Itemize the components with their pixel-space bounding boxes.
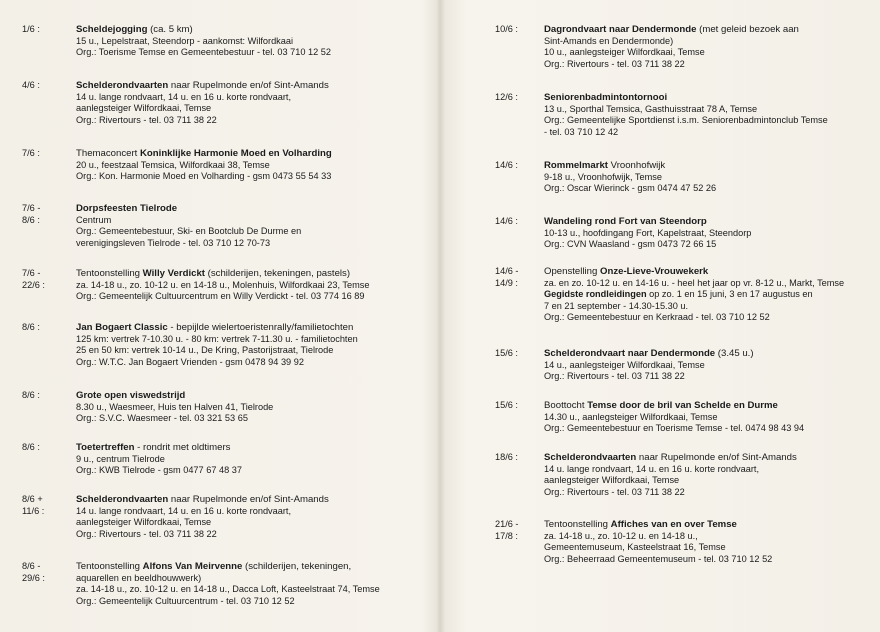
event-title xyxy=(76,80,329,92)
event-detail-line: 10 u., aanlegsteiger Wilfordkaai, Temse xyxy=(544,47,705,58)
event-body xyxy=(544,452,797,498)
event-title-text: Tentoonstelling xyxy=(544,519,611,530)
event-body xyxy=(76,494,329,540)
event-date xyxy=(22,390,74,402)
event-title-bold: Seniorenbadmintontornooi xyxy=(544,92,668,103)
event-body xyxy=(76,268,369,303)
event-title xyxy=(544,519,772,531)
event-date xyxy=(495,519,547,542)
event-date-line: 12/6 : xyxy=(495,92,518,102)
event-detail-line: Org.: Rivertours - tel. 03 711 38 22 xyxy=(544,371,685,382)
event-title xyxy=(76,390,273,402)
event-detail-line: - tel. 03 710 12 42 xyxy=(544,126,619,137)
event-title xyxy=(76,148,332,160)
event-date-line: 22/6 : xyxy=(22,279,45,290)
event-title xyxy=(76,494,329,506)
event-date xyxy=(495,452,547,464)
event-title-bold: Schelderondvaarten xyxy=(76,494,169,505)
event-date-line: 14/6 - xyxy=(495,266,519,276)
event-title-text: (3.45 u.) xyxy=(715,348,754,359)
event-detail-line: 7 en 21 september - 14.30-15.30 u. xyxy=(544,300,689,311)
event-date xyxy=(22,494,74,517)
event-detail-line: 14.30 u., aanlegsteiger Wilfordkaai, Temse xyxy=(544,411,718,422)
event-date xyxy=(495,400,547,412)
event-date xyxy=(22,148,74,160)
event-title-bold: Temse door de bril van Schelde en Durme xyxy=(587,400,778,411)
event-detail-line: Org.: Gemeentebestuur en Kerkraad - tel. 03 710 12 52 xyxy=(544,312,770,323)
event-title-bold: Schelderondvaart naar Dendermonde xyxy=(544,348,716,359)
event-detail-line: za. 14-18 u., zo. 10-12 u. en 14-18 u., Dacca Loft, Kasteelstraat 74, Temse xyxy=(76,584,380,595)
event-detail-line: 125 km: vertrek 7-10.30 u. - 80 km: vertrek 7-11.30 u. - familietochten xyxy=(76,333,358,344)
event-title xyxy=(76,561,380,573)
event-title xyxy=(76,442,242,454)
event-title-bold: Willy Verdickt xyxy=(142,268,205,279)
event-date-line: 15/6 : xyxy=(495,400,518,410)
event-date-line: 18/6 : xyxy=(495,452,518,462)
event-title-text: - rondrit met oldtimers xyxy=(134,442,231,453)
event-date-line: 21/6 - xyxy=(495,519,519,529)
event-title-bold: Koninklijke Harmonie Moed en Volharding xyxy=(140,148,332,159)
event-title-text: Openstelling xyxy=(544,266,600,277)
event-body xyxy=(76,203,301,249)
event-body xyxy=(544,400,804,435)
event-detail-line: Org.: Rivertours - tel. 03 711 38 22 xyxy=(544,486,685,497)
event-title-text: naar Rupelmonde en/of Sint-Amands xyxy=(636,452,797,463)
event-date-line: 17/8 : xyxy=(495,530,518,541)
event-detail-line: Gemeentemuseum, Kasteelstraat 16, Temse xyxy=(544,542,726,553)
event-detail-line: aanlegsteiger Wilfordkaai, Temse xyxy=(544,475,680,486)
event-title-text: Boottocht xyxy=(544,400,588,411)
event-date-line: 15/6 : xyxy=(495,348,518,358)
event-detail-line: Centrum xyxy=(76,214,112,225)
event-body xyxy=(76,442,242,477)
event-title-text: (met geleid bezoek aan xyxy=(696,24,799,35)
event-title-text: (ca. 5 km) xyxy=(147,24,193,35)
event-title xyxy=(76,268,369,280)
event-detail-line: verenigingsleven Tielrode - tel. 03 710 12 70-73 xyxy=(76,237,271,248)
event-title-bold: Affiches van en over Temse xyxy=(610,519,737,530)
event-date xyxy=(495,266,547,289)
event-body xyxy=(76,322,358,368)
event-detail-line: Org.: Gemeentebestuur, Ski- en Bootclub De Durme en xyxy=(76,226,302,237)
event-title-bold: Alfons Van Meirvenne xyxy=(142,561,243,572)
event-body xyxy=(544,266,844,324)
event-date-line: 11/6 : xyxy=(22,505,45,516)
event-date-line: 14/9 : xyxy=(495,277,518,288)
event-detail-line: 14 u. lange rondvaart, 14 u. en 16 u. korte rondvaart, xyxy=(76,505,292,516)
event-detail-line: Sint-Amands en Dendermonde) xyxy=(544,35,674,46)
event-title xyxy=(544,216,751,228)
event-body xyxy=(544,348,754,383)
event-title-text: - bepijlde wielertoeristenrally/familietochten xyxy=(167,322,354,333)
event-body xyxy=(76,80,329,126)
event-detail-line: aanlegsteiger Wilfordkaai, Temse xyxy=(76,517,212,528)
event-title xyxy=(76,322,358,334)
event-date xyxy=(22,268,74,291)
event-title-bold: Toetertreffen xyxy=(76,442,135,453)
event-body xyxy=(76,24,331,59)
event-title-bold: Rommelmarkt xyxy=(544,160,608,171)
event-body xyxy=(76,561,380,607)
detail-bold-prefix: Gegidste rondleidingen xyxy=(544,289,647,300)
event-title-text: (schilderijen, tekeningen, pastels) xyxy=(204,268,351,279)
event-body xyxy=(544,160,716,195)
event-date-line: 8/6 + xyxy=(22,494,43,504)
event-body xyxy=(76,148,332,183)
event-title-text: naar Rupelmonde en/of Sint-Amands xyxy=(168,494,329,505)
event-date xyxy=(495,92,547,104)
event-detail-line: 14 u. lange rondvaart, 14 u. en 16 u. korte rondvaart, xyxy=(544,463,760,474)
event-detail-line: 25 en 50 km: vertrek 10-14 u., De Kring, Pastorijstraat, Tielrode xyxy=(76,345,334,356)
right-page xyxy=(445,0,880,632)
event-title-bold: Schelderondvaarten xyxy=(544,452,637,463)
event-title xyxy=(544,92,828,104)
event-title-text: naar Rupelmonde en/of Sint-Amands xyxy=(168,80,329,91)
event-detail-line: 8.30 u., Waesmeer, Huis ten Halven 41, Tielrode xyxy=(76,401,274,412)
event-detail-line: aquarellen en beeldhouwwerk) xyxy=(76,572,202,583)
event-detail-line: Org.: CVN Waasland - gsm 0473 72 66 15 xyxy=(544,239,717,250)
event-date-line: 7/6 - xyxy=(22,203,41,213)
event-title xyxy=(544,400,804,412)
event-date xyxy=(22,24,74,36)
event-detail-line: Org.: S.V.C. Waesmeer - tel. 03 321 53 65 xyxy=(76,413,248,424)
event-date xyxy=(495,216,547,228)
event-date-line: 1/6 : xyxy=(22,24,40,34)
event-detail-line: Org.: Gemeentelijk Cultuurcentrum - tel. 03 710 12 52 xyxy=(76,595,295,606)
event-detail-line: Org.: Toerisme Temse en Gemeentebestuur - tel. 03 710 12 52 xyxy=(76,47,332,58)
event-date xyxy=(495,348,547,360)
event-title-bold: Dorpsfeesten Tielrode xyxy=(76,203,178,214)
event-title-text: (schilderijen, tekeningen, xyxy=(242,561,352,572)
event-detail-line: 14 u., aanlegsteiger Wilfordkaai, Temse xyxy=(544,359,705,370)
event-date-line: 4/6 : xyxy=(22,80,40,90)
event-detail-line: Org.: Kon. Harmonie Moed en Volharding - gsm 0473 55 54 33 xyxy=(76,171,332,182)
event-date-line: 14/6 : xyxy=(495,160,518,170)
event-title-bold: Jan Bogaert Classic xyxy=(76,322,168,333)
event-title-text: Vroonhofwijk xyxy=(607,160,666,171)
event-body xyxy=(544,519,772,565)
event-body xyxy=(76,390,273,425)
event-title xyxy=(544,452,797,464)
event-date-line: 8/6 : xyxy=(22,322,40,332)
event-title-bold: Grote open viswedstrijd xyxy=(76,390,186,401)
event-title-bold: Scheldejogging xyxy=(76,24,148,35)
event-date-line: 14/6 : xyxy=(495,216,518,226)
event-date-line: 29/6 : xyxy=(22,572,45,583)
event-date-line: 8/6 - xyxy=(22,561,41,571)
event-detail-line: Org.: Rivertours - tel. 03 711 38 22 xyxy=(544,58,685,69)
event-detail-line: 9-18 u., Vroonhofwijk, Temse xyxy=(544,171,662,182)
event-date-line: 8/6 : xyxy=(22,214,40,225)
event-detail-line: Org.: Gemeentebestuur en Toerisme Temse - tel. 0474 98 43 94 xyxy=(544,423,805,434)
event-date xyxy=(22,80,74,92)
event-detail-line: Org.: Oscar Wierinck - gsm 0474 47 52 26 xyxy=(544,183,717,194)
event-date xyxy=(495,160,547,172)
event-detail-line: Org.: Gemeentelijke Sportdienst i.s.m. Seniorenbadmintonclub Temse xyxy=(544,115,828,126)
event-title xyxy=(76,24,331,36)
event-detail-line: Org.: Rivertours - tel. 03 711 38 22 xyxy=(76,528,217,539)
event-date xyxy=(22,442,74,454)
event-date-line: 7/6 : xyxy=(22,148,40,158)
event-detail-line: 13 u., Sporthal Temsica, Gasthuisstraat 78 A, Temse xyxy=(544,103,758,114)
event-title xyxy=(544,160,716,172)
event-date-line: 7/6 - xyxy=(22,268,41,278)
event-date xyxy=(495,24,547,36)
event-detail-line: Org.: KWB Tielrode - gsm 0477 67 48 37 xyxy=(76,465,242,476)
event-title xyxy=(544,24,799,36)
event-detail-line: Org.: W.T.C. Jan Bogaert Vrienden - gsm 0478 94 39 92 xyxy=(76,356,304,367)
event-detail-line: 14 u. lange rondvaart, 14 u. en 16 u. korte rondvaart, xyxy=(76,91,292,102)
event-detail-line: 10-13 u., hoofdingang Fort, Kapelstraat, Steendorp xyxy=(544,227,752,238)
event-detail-line: 15 u., Lepelstraat, Steendorp - aankomst: Wilfordkaai xyxy=(76,35,294,46)
event-detail-line: za. en zo. 10-12 u. en 14-16 u. - heel het jaar op vr. 8-12 u., Markt, Temse xyxy=(544,277,845,288)
event-detail-line: Org.: Beheerraad Gemeentemuseum - tel. 03 710 12 52 xyxy=(544,553,773,564)
event-detail-line: 20 u., feestzaal Temsica, Wilfordkaai 38, Temse xyxy=(76,159,270,170)
left-page xyxy=(0,0,438,632)
event-title-bold: Schelderondvaarten xyxy=(76,80,169,91)
event-date-line: 8/6 : xyxy=(22,390,40,400)
event-title xyxy=(76,203,301,215)
event-detail-line: Org.: Gemeentelijk Cultuurcentrum en Willy Verdickt - tel. 03 774 16 89 xyxy=(76,291,365,302)
event-detail-line: 9 u., centrum Tielrode xyxy=(76,453,165,464)
event-title-text: Tentoonstelling xyxy=(76,268,143,279)
event-detail-line: za. 14-18 u., zo. 10-12 u. en 14-18 u., xyxy=(544,530,698,541)
event-title-text: Tentoonstelling xyxy=(76,561,143,572)
event-body xyxy=(544,24,799,70)
event-title xyxy=(544,266,844,278)
event-detail-line: aanlegsteiger Wilfordkaai, Temse xyxy=(76,103,212,114)
event-body xyxy=(544,92,828,138)
event-detail-line: Gegidste rondleidingen op zo. 1 en 15 juni, 3 en 17 augustus en xyxy=(544,289,813,300)
event-date xyxy=(22,322,74,334)
event-title-bold: Onze-Lieve-Vrouwekerk xyxy=(600,266,709,277)
event-body xyxy=(544,216,751,251)
event-title-text: Themaconcert xyxy=(76,148,140,159)
event-title-bold: Dagrondvaart naar Dendermonde xyxy=(544,24,697,35)
event-date-line: 10/6 : xyxy=(495,24,518,34)
event-title xyxy=(544,348,754,360)
event-date xyxy=(22,203,74,226)
event-detail-line: Org.: Rivertours - tel. 03 711 38 22 xyxy=(76,114,217,125)
event-date-line: 8/6 : xyxy=(22,442,40,452)
event-detail-line: za. 14-18 u., zo. 10-12 u. en 14-18 u., Molenhuis, Wilfordkaai 23, Temse xyxy=(76,279,370,290)
event-title-bold: Wandeling rond Fort van Steendorp xyxy=(544,216,707,227)
event-date xyxy=(22,561,74,584)
